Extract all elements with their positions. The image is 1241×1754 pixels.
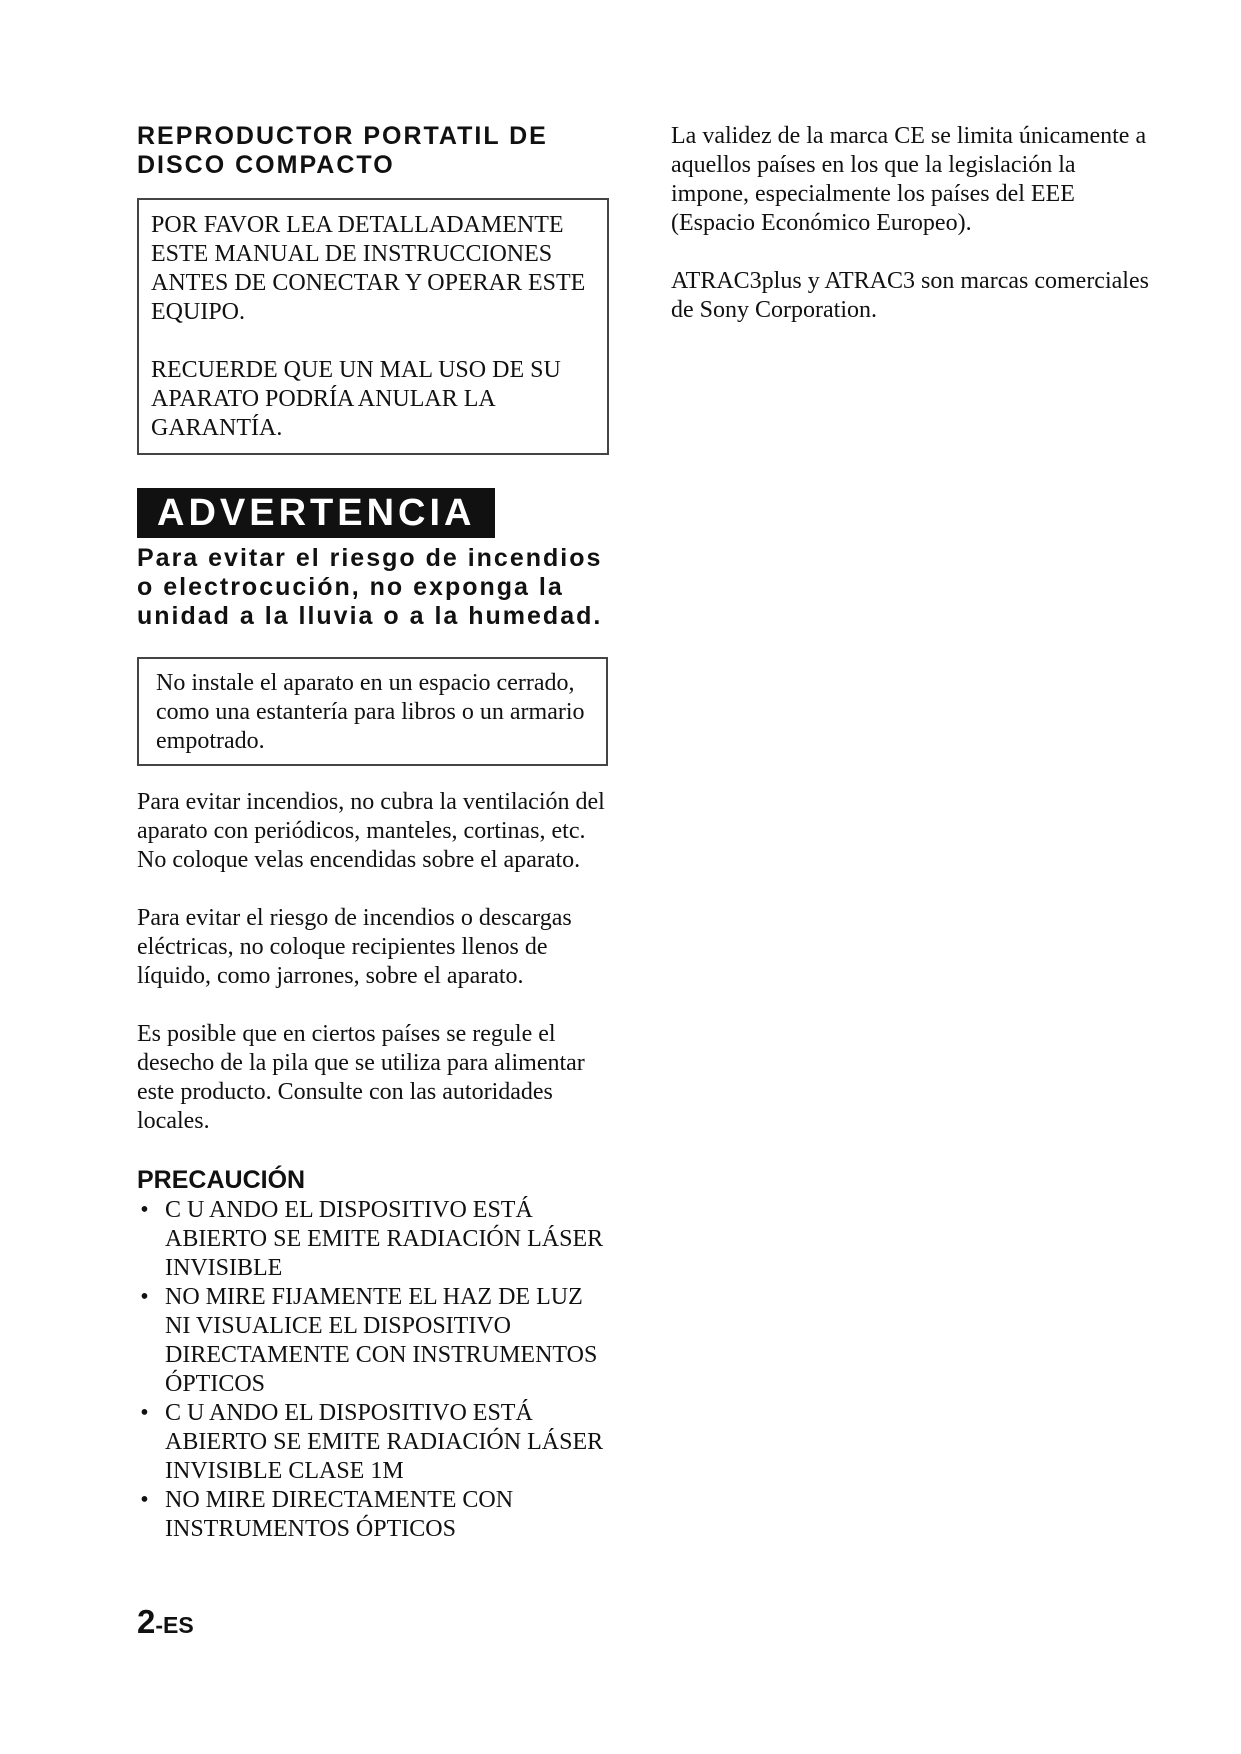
- paragraph-ventilation: Para evitar incendios, no cubra la ventilación del aparato con periódicos, manteles, cortinas, etc. No coloque velas encendidas sobre el aparato.: [137, 789, 605, 873]
- warning-badge: ADVERTENCIA: [137, 488, 495, 538]
- caution-item: [137, 1196, 607, 1283]
- caution-item-text: NO MIRE FIJAMENTE EL HAZ DE LUZ NI VISUALICE EL DISPOSITIVO DIRECTAMENTE CON INSTRUMENTOS ÓPTICOS: [165, 1284, 598, 1397]
- caution-item-text: C U ANDO EL DISPOSITIVO ESTÁ ABIERTO SE EMITE RADIACIÓN LÁSER INVISIBLE: [165, 1197, 604, 1281]
- bullet-icon: •: [140, 1197, 149, 1223]
- bullet-icon: •: [140, 1284, 149, 1310]
- caution-item: [137, 1399, 607, 1486]
- notice-warranty: RECUERDE QUE UN MAL USO DE SU APARATO PODRÍA ANULAR LA GARANTÍA.: [151, 357, 561, 441]
- caution-item-text: C U ANDO EL DISPOSITIVO ESTÁ ABIERTO SE EMITE RADIACIÓN LÁSER INVISIBLE CLASE 1M: [165, 1400, 604, 1484]
- install-notice-text: No instale el aparato en un espacio cerrado, como una estantería para libros o un armario empotrado.: [156, 670, 585, 754]
- warning-heading: Para evitar el riesgo de incendios o electrocución, no exponga la unidad a la lluvia o a la humedad.: [137, 544, 603, 630]
- bullet-icon: •: [140, 1487, 149, 1513]
- read-manual-notice-box: [137, 198, 609, 455]
- page-number: [137, 1603, 194, 1641]
- paragraph-trademarks: ATRAC3plus y ATRAC3 son marcas comerciales de Sony Corporation.: [671, 268, 1149, 323]
- page-number-value: 2: [137, 1603, 156, 1640]
- notice-read-manual: POR FAVOR LEA DETALLADAMENTE ESTE MANUAL DE INSTRUCCIONES ANTES DE CONECTAR Y OPERAR ESTE EQUIPO.: [151, 212, 586, 325]
- product-title: REPRODUCTOR PORTATIL DE DISCO COMPACTO: [137, 122, 548, 179]
- paragraph-battery-disposal: Es posible que en ciertos países se regule el desecho de la pila que se utiliza para alimentar este producto. Consulte con las autoridades locales.: [137, 1021, 585, 1134]
- install-notice-box: [137, 657, 608, 766]
- left-column: [137, 122, 607, 1544]
- caution-item: [137, 1486, 607, 1544]
- right-column: [671, 122, 1151, 325]
- bullet-icon: •: [140, 1400, 149, 1426]
- caution-title: PRECAUCIÓN: [137, 1166, 306, 1194]
- safety-paragraphs: [137, 788, 607, 1136]
- caution-list: [137, 1196, 607, 1544]
- paragraph-liquids: Para evitar el riesgo de incendios o descargas eléctricas, no coloque recipientes llenos de líquido, como jarrones, sobre el aparato.: [137, 905, 572, 989]
- page-number-suffix: -ES: [155, 1612, 194, 1638]
- paragraph-ce-mark: La validez de la marca CE se limita únicamente a aquellos países en los que la legislación la impone, especialmente los países del EEE (Espacio Económico Europeo).: [671, 123, 1147, 236]
- caution-item: [137, 1283, 607, 1399]
- caution-item-text: NO MIRE DIRECTAMENTE CON INSTRUMENTOS ÓPTICOS: [165, 1487, 514, 1542]
